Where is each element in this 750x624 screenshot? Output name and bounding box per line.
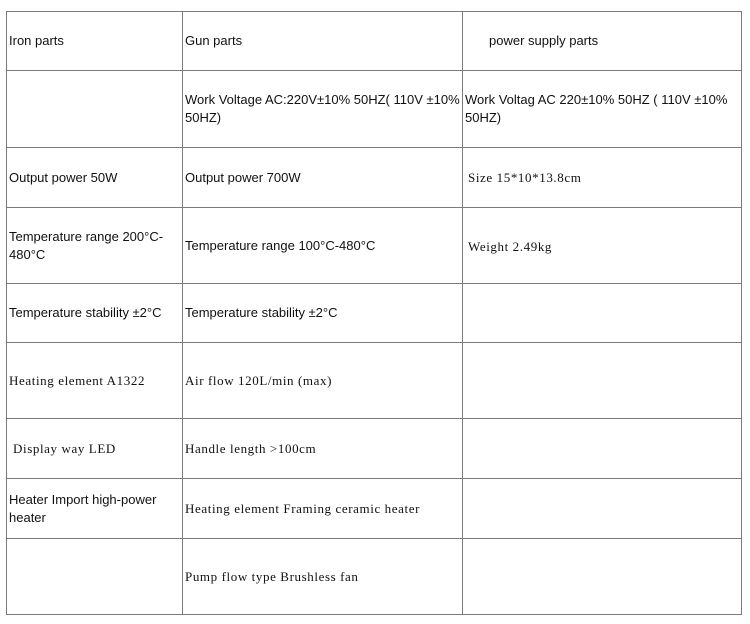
table-row	[7, 539, 742, 615]
table-row	[7, 419, 742, 479]
table-cell: Output power 700W	[183, 148, 463, 208]
header-iron-parts: Iron parts	[7, 12, 183, 71]
table-cell	[463, 419, 742, 479]
table-row	[7, 71, 742, 148]
table-cell: Temperature range 100°C-480°C	[183, 208, 463, 284]
table-cell: Heating element A1322	[7, 343, 183, 419]
table-cell	[7, 71, 183, 148]
table-cell: Weight 2.49kg	[463, 208, 742, 284]
table-row	[7, 479, 742, 539]
table-cell: Air flow 120L/min (max)	[183, 343, 463, 419]
header-gun-parts: Gun parts	[183, 12, 463, 71]
table-cell: Heater Import high-power heater	[7, 479, 183, 539]
table-cell: Temperature stability ±2°C	[7, 284, 183, 343]
table-cell: Work Voltag AC 220±10% 50HZ ( 110V ±10% 50HZ)	[463, 71, 742, 148]
table-cell: Output power 50W	[7, 148, 183, 208]
table-cell: Temperature stability ±2°C	[183, 284, 463, 343]
table-cell	[463, 284, 742, 343]
table-row	[7, 148, 742, 208]
table-cell: Handle length >100cm	[183, 419, 463, 479]
table-row	[7, 284, 742, 343]
header-row	[7, 12, 742, 71]
table-cell: Display way LED	[7, 419, 183, 479]
table-row	[7, 343, 742, 419]
table-row	[7, 208, 742, 284]
spec-table	[6, 11, 742, 615]
table-cell: Heating element Framing ceramic heater	[183, 479, 463, 539]
table-cell: Size 15*10*13.8cm	[463, 148, 742, 208]
table-cell	[463, 343, 742, 419]
table-cell	[463, 479, 742, 539]
table-cell: Temperature range 200°C-480°C	[7, 208, 183, 284]
table-cell: Pump flow type Brushless fan	[183, 539, 463, 615]
table-cell	[7, 539, 183, 615]
table-cell: Work Voltage AC:220V±10% 50HZ( 110V ±10% 50HZ)	[183, 71, 463, 148]
table-cell	[463, 539, 742, 615]
header-power-supply-parts: power supply parts	[463, 12, 742, 71]
